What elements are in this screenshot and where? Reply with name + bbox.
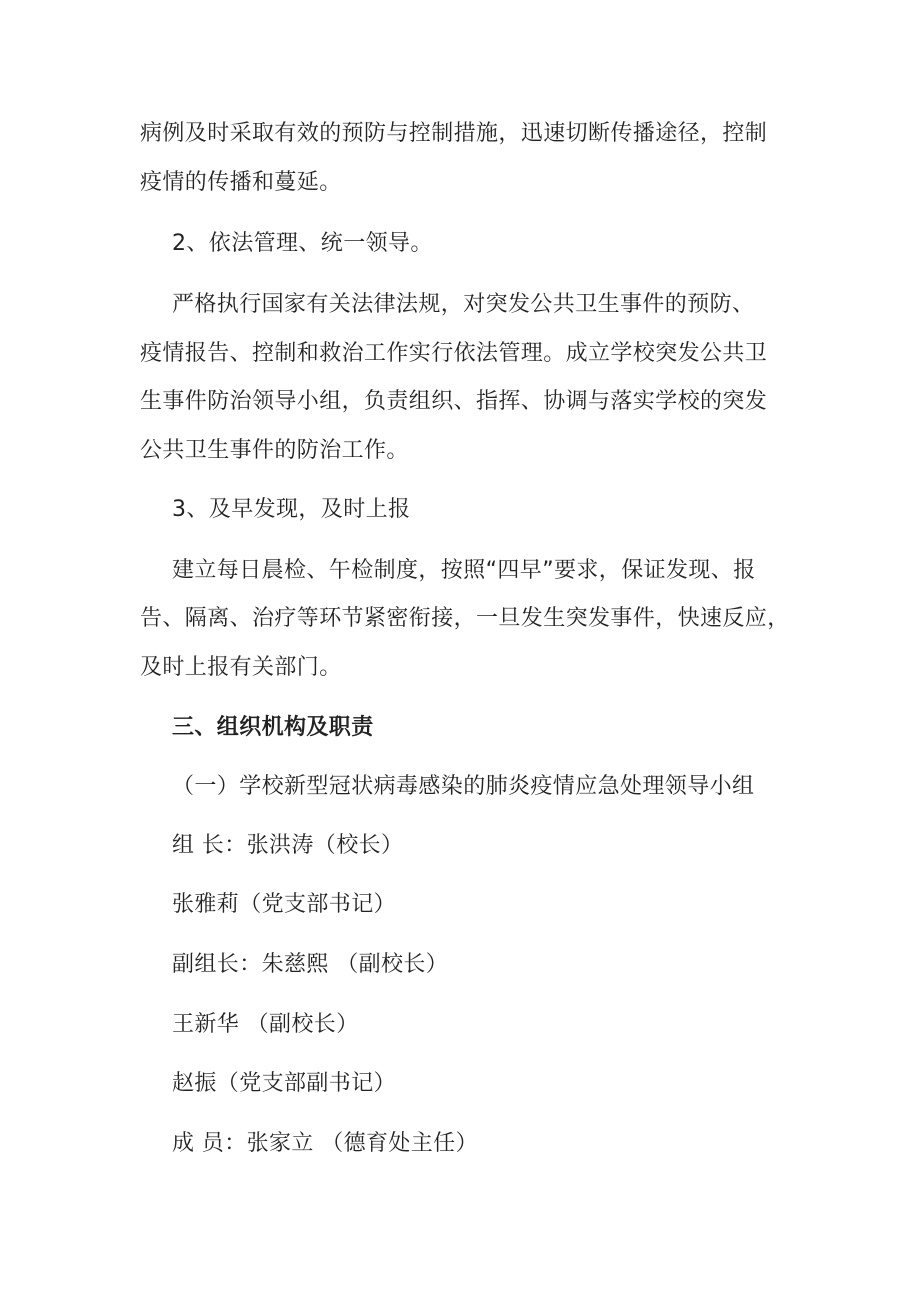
member-line: 成 员：张家立 （德育处主任）	[172, 1131, 478, 1156]
subsection-heading: （一）学校新型冠状病毒感染的肺炎疫情应急处理领导小组	[172, 774, 755, 799]
paragraph-line: 疫情的传播和蔓延。	[140, 170, 342, 195]
paragraph-line: 疫情报告、控制和救治工作实行依法管理。成立学校突发公共卫	[140, 341, 768, 366]
paragraph-line: 公共卫生事件的防治工作。	[140, 438, 409, 463]
paragraph-line: 告、隔离、治疗等环节紧密衔接，一旦发生突发事件，快速反应，	[140, 606, 790, 631]
paragraph-line: 严格执行国家有关法律法规，对突发公共卫生事件的预防、	[172, 292, 755, 317]
section-heading: 三、组织机构及职责	[172, 715, 374, 740]
member-line: 组 长：张洪涛（校长）	[172, 833, 404, 858]
member-line: 赵振（党支部副书记）	[172, 1071, 397, 1096]
member-line: 副组长：朱慈熙 （副校长）	[172, 952, 449, 977]
paragraph-line: 及时上报有关部门。	[140, 655, 342, 680]
paragraph-line: 建立每日晨检、午检制度，按照“四早”要求，保证发现、报	[172, 558, 756, 583]
paragraph-line: 生事件防治领导小组，负责组织、指挥、协调与落实学校的突发	[140, 389, 768, 414]
member-line: 王新华 （副校长）	[172, 1012, 359, 1037]
section-item-heading: 2、依法管理、统一领导。	[172, 231, 433, 256]
section-item-heading: 3、及早发现，及时上报	[172, 497, 411, 522]
member-line: 张雅莉（党支部书记）	[172, 892, 397, 917]
paragraph-line: 病例及时采取有效的预防与控制措施，迅速切断传播途径，控制	[140, 121, 768, 146]
